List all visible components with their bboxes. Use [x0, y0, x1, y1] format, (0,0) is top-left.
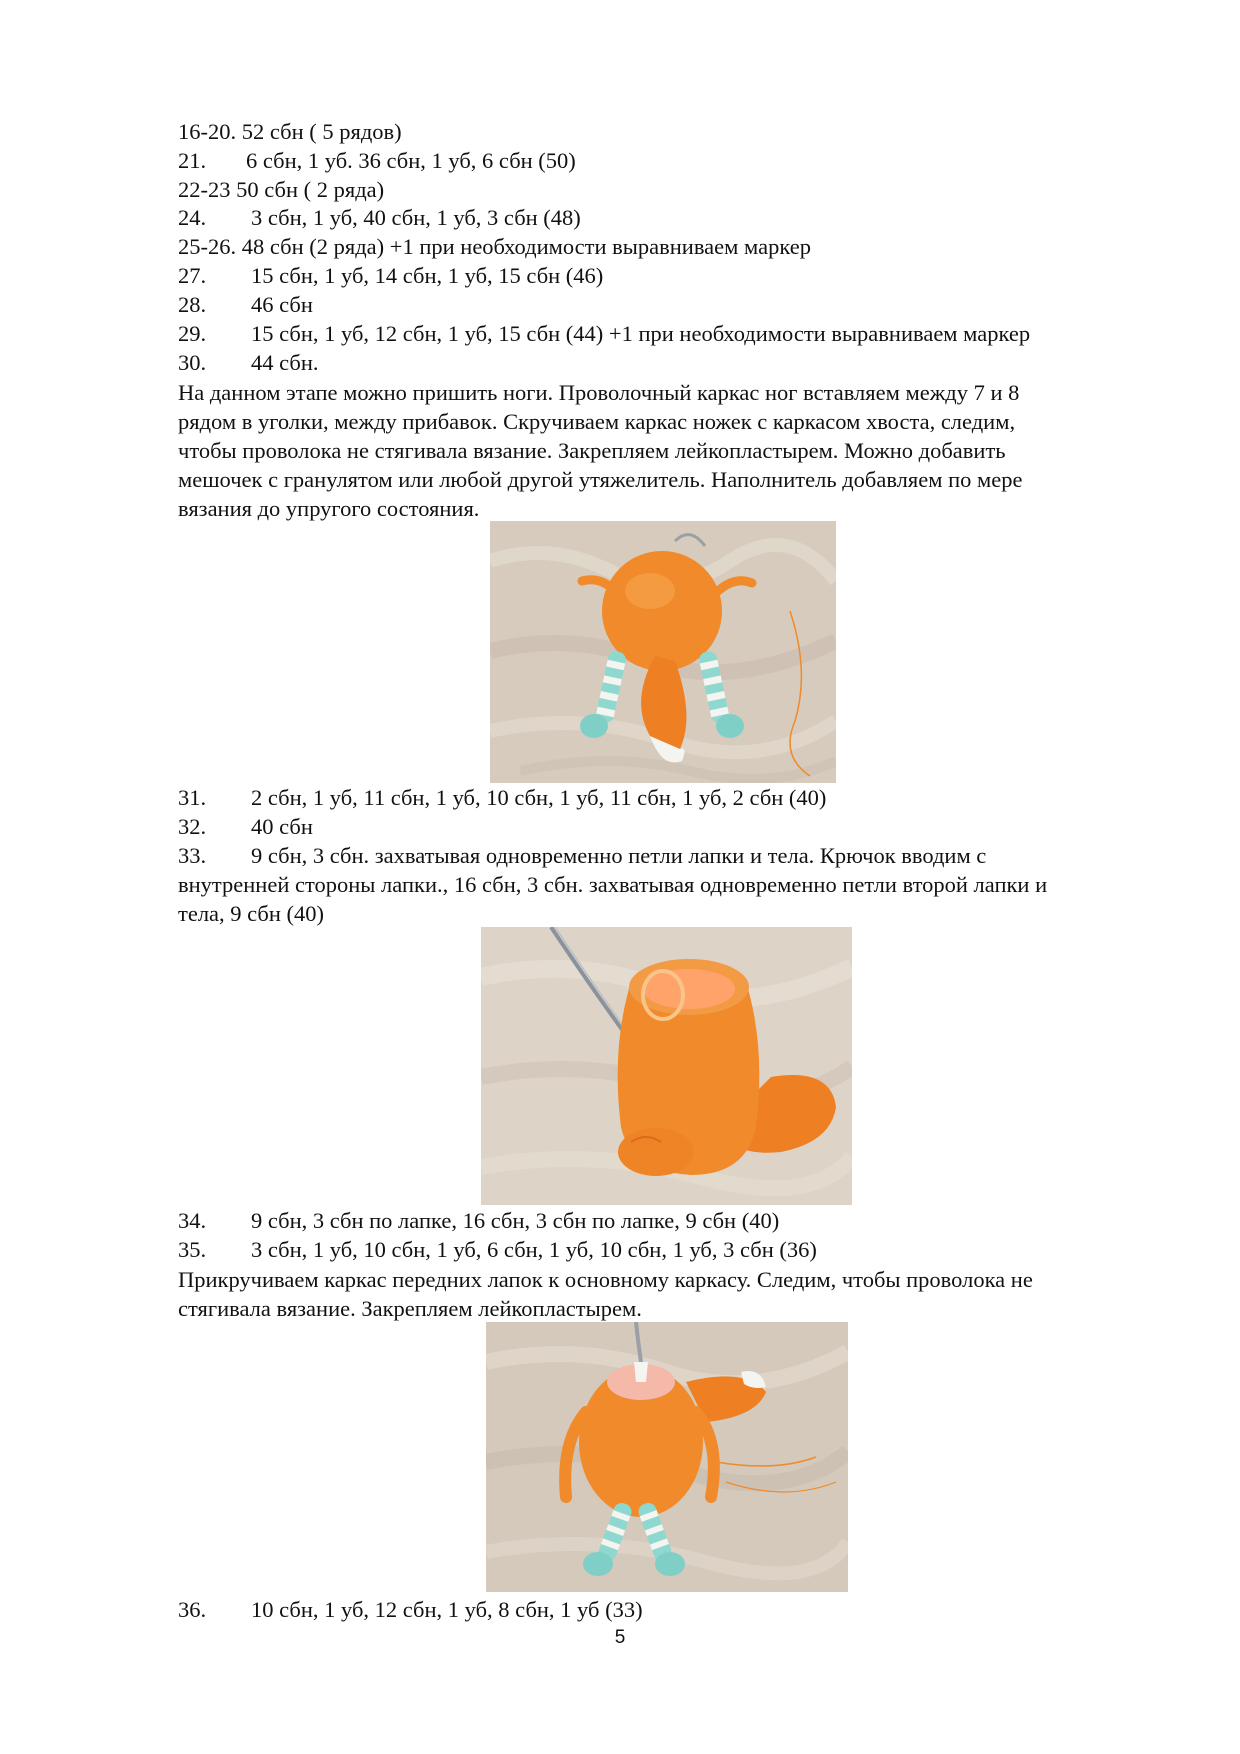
row-32: 32. 40 сбн	[178, 814, 313, 839]
page-number: 5	[614, 1627, 626, 1648]
row-33-cont-2: тела, 9 сбн (40)	[178, 901, 325, 926]
row-21: 21. 6 сбн, 1 уб. 36 сбн, 1 уб, 6 сбн (50)	[178, 148, 576, 173]
row-16-20: 16-20. 52 сбн ( 5 рядов)	[178, 119, 402, 144]
row-36: 36. 10 сбн, 1 уб, 12 сбн, 1 уб, 8 сбн, 1 уб (33)	[178, 1597, 643, 1622]
photo-body-opening	[481, 927, 852, 1205]
row-30: 30. 44 сбн.	[178, 350, 319, 375]
photo-body-with-paws	[486, 1322, 848, 1592]
row-29: 29. 15 сбн, 1 уб, 12 сбн, 1 уб, 15 сбн (44) +1 при необходимости выравниваем маркер	[178, 321, 1031, 346]
row-31: 31. 2 сбн, 1 уб, 11 сбн, 1 уб, 10 сбн, 1 уб, 11 сбн, 1 уб, 2 сбн (40)	[178, 785, 827, 810]
paragraph-paws: Прикручиваем каркас передних лапок к основному каркасу. Следим, чтобы проволока не стягивала вязание. Закрепляем лейкопластырем.	[178, 1267, 1033, 1321]
row-33-cont-1: внутренней стороны лапки., 16 сбн, 3 сбн. захватывая одновременно петли второй лапки и	[178, 872, 1048, 897]
row-22-23: 22-23 50 сбн ( 2 ряда)	[178, 177, 385, 202]
paragraph-legs: На данном этапе можно пришить ноги. Проволочный каркас ног вставляем между 7 и 8 рядом в уголки, между прибавок. Скручиваем каркас ножек с каркасом хвоста, следим, чтобы проволока не стягивала вязание. Закрепляем лейкопластырем. Можно добавить мешочек с гранулятом или любой другой утяжелитель. Наполнитель добавляем по мере вязания до упругого состояния.	[178, 380, 1023, 521]
row-28: 28. 46 сбн	[178, 292, 313, 317]
row-24: 24. 3 сбн, 1 уб, 40 сбн, 1 уб, 3 сбн (48)	[178, 205, 581, 230]
photo-body-with-legs	[490, 521, 836, 783]
row-34: 34. 9 сбн, 3 сбн по лапке, 16 сбн, 3 сбн по лапке, 9 сбн (40)	[178, 1208, 780, 1233]
row-35: 35. 3 сбн, 1 уб, 10 сбн, 1 уб, 6 сбн, 1 уб, 10 сбн, 1 уб, 3 сбн (36)	[178, 1237, 817, 1262]
row-33: 33. 9 сбн, 3 сбн. захватывая одновременно петли лапки и тела. Крючок вводим с	[178, 843, 987, 868]
row-27: 27. 15 сбн, 1 уб, 14 сбн, 1 уб, 15 сбн (46)	[178, 263, 604, 288]
row-25-26: 25-26. 48 сбн (2 ряда) +1 при необходимости выравниваем маркер	[178, 234, 811, 259]
